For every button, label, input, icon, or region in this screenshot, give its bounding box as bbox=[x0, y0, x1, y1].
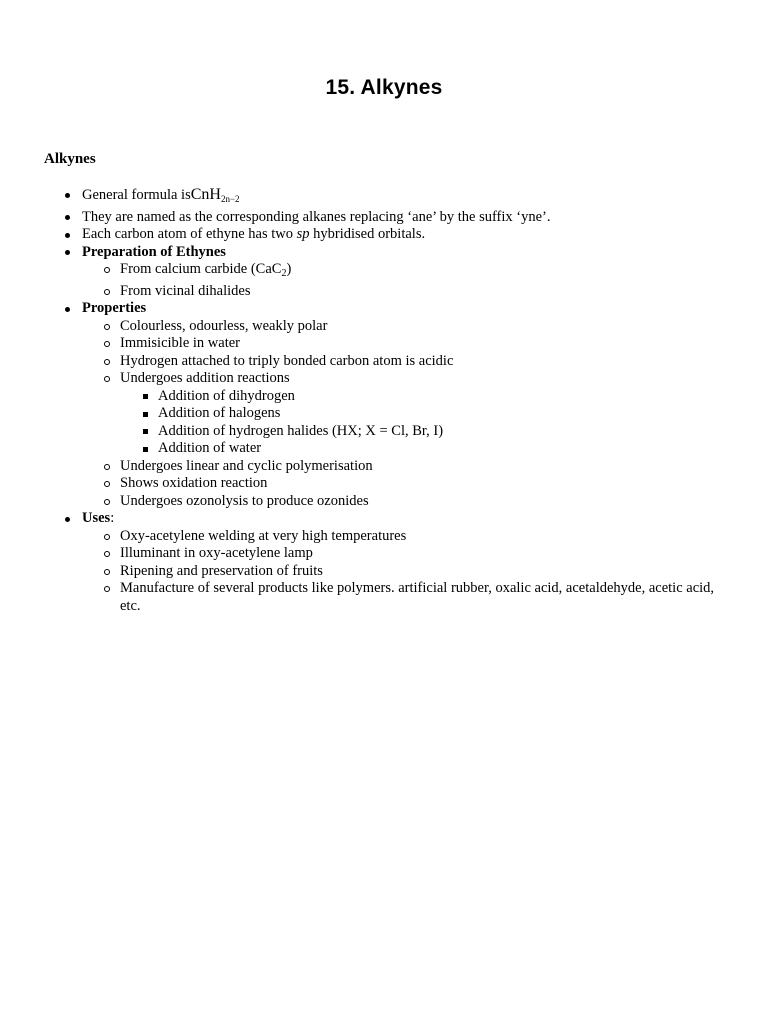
list-item bbox=[120, 440, 724, 458]
addition-text: Addition of halogens bbox=[158, 405, 281, 421]
list-item-carbide bbox=[82, 261, 724, 283]
main-list bbox=[44, 186, 724, 615]
list-item bbox=[120, 423, 724, 441]
list-item bbox=[82, 335, 724, 353]
use-text: Manufacture of several products like polymers. artificial rubber, oxalic acid, acetaldehyde, acetic acid, etc. bbox=[120, 580, 715, 614]
property-text: Shows oxidation reaction bbox=[120, 475, 268, 491]
hybrid-text-em: sp bbox=[296, 226, 310, 242]
list-item bbox=[82, 458, 724, 476]
list-item-uses bbox=[44, 510, 724, 615]
list-item-general-formula bbox=[44, 186, 724, 209]
property-text: Colourless, odourless, weakly polar bbox=[120, 317, 328, 334]
formula-main: CnH bbox=[190, 186, 221, 203]
list-item bbox=[82, 318, 724, 336]
list-item bbox=[82, 353, 724, 371]
list-item bbox=[82, 370, 724, 458]
section-heading: Alkynes bbox=[44, 151, 96, 167]
list-item-preparation bbox=[44, 244, 724, 301]
dihalides-text: From vicinal dihalides bbox=[120, 282, 251, 299]
list-item bbox=[82, 475, 724, 493]
property-text: Immisicible in water bbox=[120, 335, 240, 351]
list-item-hybridisation bbox=[44, 226, 724, 244]
list-item-dihalides bbox=[82, 283, 724, 301]
additions-list bbox=[120, 388, 724, 458]
property-text: Undergoes ozonolysis to produce ozonides bbox=[120, 492, 369, 509]
carbide-text: From calcium carbide (CaC bbox=[120, 261, 282, 277]
use-text: Oxy-acetylene welding at very high temperatures bbox=[120, 527, 407, 544]
property-text: Hydrogen attached to triply bonded carbon atom is acidic bbox=[120, 352, 454, 369]
use-text: Ripening and preservation of fruits bbox=[120, 562, 323, 579]
preparation-list bbox=[82, 261, 724, 300]
uses-list bbox=[82, 528, 724, 616]
list-item bbox=[120, 388, 724, 406]
carbide-close: ) bbox=[286, 261, 292, 277]
addition-text: Addition of water bbox=[158, 440, 262, 456]
property-text: Undergoes addition reactions bbox=[120, 370, 290, 386]
property-text: Undergoes linear and cyclic polymerisation bbox=[120, 457, 373, 474]
list-item-properties bbox=[44, 300, 724, 510]
addition-text: Addition of dihydrogen bbox=[158, 387, 295, 404]
page-title: 15. Alkynes bbox=[325, 76, 443, 99]
uses-heading: Uses bbox=[82, 510, 111, 526]
list-item bbox=[82, 545, 724, 563]
carbide-subscript: 2 bbox=[281, 268, 287, 279]
naming-text: They are named as the corresponding alkanes replacing ‘ane’ by the suffix ‘yne’. bbox=[82, 208, 551, 225]
properties-heading: Properties bbox=[82, 300, 147, 316]
properties-list bbox=[82, 318, 724, 511]
list-item bbox=[82, 493, 724, 511]
list-item-naming bbox=[44, 209, 724, 227]
content-list bbox=[44, 186, 724, 615]
hybrid-text-pre: Each carbon atom of ethyne has two bbox=[82, 226, 297, 242]
preparation-heading: Preparation of Ethynes bbox=[82, 243, 226, 260]
list-item bbox=[82, 580, 724, 615]
addition-text: Addition of hydrogen halides (HX; X = Cl, Br, I) bbox=[158, 422, 444, 439]
list-item bbox=[120, 405, 724, 423]
list-item bbox=[82, 528, 724, 546]
formula-subscript: 2n−2 bbox=[220, 194, 240, 204]
list-item bbox=[82, 563, 724, 581]
use-text: Illuminant in oxy-acetylene lamp bbox=[120, 545, 313, 561]
general-formula-label: General formula is bbox=[82, 187, 191, 203]
hybrid-text-post: hybridised orbitals. bbox=[309, 226, 426, 242]
general-formula bbox=[191, 186, 240, 203]
uses-colon: : bbox=[110, 510, 115, 526]
